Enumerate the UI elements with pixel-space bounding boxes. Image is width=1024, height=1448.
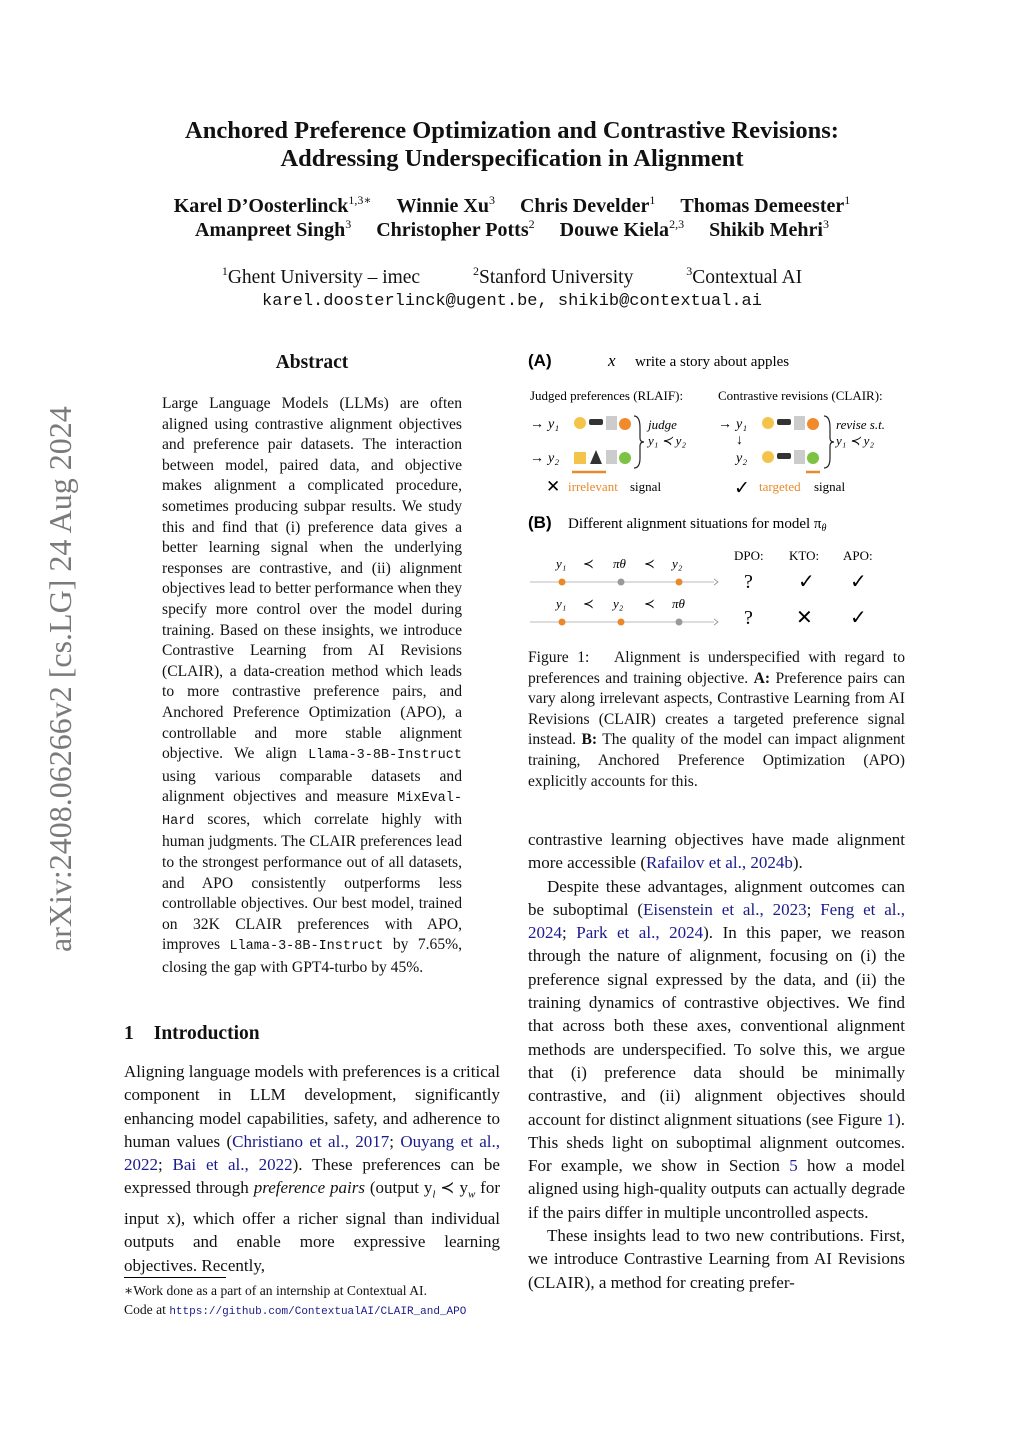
kto-mark: ✕	[796, 607, 813, 629]
y1-label: y₁	[736, 417, 748, 432]
cross-icon: ✕	[546, 477, 561, 496]
point-model	[676, 619, 683, 626]
author: Douwe Kiela$^{2,3}$	[559, 217, 685, 241]
footnote-rule	[124, 1277, 226, 1278]
author: Christopher Potts$^2$	[376, 217, 535, 241]
intro-left-column: Aligning language models with preferences is a critical component in LLM development, significantly enhancing model capabilities, safety, and adherence to human values (Christiano et al., 2017; Ouyang et al., 2022; Bai et al., 2022). These preferences can be expressed through preference pairs (output $y_l$ ≺ $y_w$ for input x), which offer a richer signal than individual outputs and enable more expressive learning objectives. Recently,	[124, 1062, 501, 1275]
arrow-icon: →	[530, 451, 544, 466]
row1-term: ≺	[644, 556, 655, 571]
citation-link[interactable]: Park et al., 2024	[576, 923, 704, 943]
figure-1	[528, 344, 908, 636]
row1-term: y₂	[672, 556, 683, 571]
figure-1-graphic	[528, 344, 908, 636]
affiliation: $^1$Ghent University – imec	[221, 264, 421, 288]
citation-link[interactable]: Rafailov et al., 2024b	[646, 853, 793, 873]
y2-label: y₂	[548, 451, 560, 466]
apo-mark: ✓	[850, 607, 867, 629]
panel-b-label: (B)	[528, 513, 552, 532]
authors-row-1	[120, 194, 904, 218]
author: Thomas Demeester$^1$	[680, 193, 851, 217]
point-y1	[559, 619, 566, 626]
response-icons-y1	[574, 416, 631, 430]
citation-link[interactable]: Christiano et al., 2017	[232, 1131, 390, 1151]
row2-term: πθ	[672, 596, 685, 611]
y2-label: y₂	[736, 451, 748, 466]
row1-term: πθ	[613, 556, 626, 571]
affiliation: $^2$Stanford University	[472, 264, 634, 288]
citation-link[interactable]: Eisenstein et al., 2023	[643, 899, 807, 919]
citation-link[interactable]: Bai et al., 2022	[172, 1155, 293, 1175]
revision-header: Contrastive revisions (CLAIR):	[718, 388, 883, 403]
author-emails[interactable]: karel.doosterlinck@ugent.be, shikib@contextual.ai	[262, 292, 762, 311]
dpo-mark: ?	[744, 571, 753, 593]
affiliation: $^3$Contextual AI	[686, 264, 803, 288]
author: Karel D’Oosterlinck$^{1,3∗}$	[173, 193, 372, 217]
affiliations	[120, 266, 904, 290]
point-y2	[618, 619, 625, 626]
intro-right-column: contrastive learning objectives have made alignment more accessible (Rafailov et al., 2024b). Despite these advantages, alignment outcomes can be suboptimal (Eisenstein et al., 2023; Feng et al., 2024; Park et al., 2024). In this paper, we reason through the nature of alignment, focusing on (i) the preference signal expressed by the data, and (ii) the training dynamics of contrastive objectives. We find that across both these axes, conventional alignment methods are underspecified. To solve this, we argue that (i) preference data should be minimally contrastive, and (ii) alignment objectives should account for distinct alignment situations (see Figure 1). This sheds light on suboptimal alignment outcomes. For example, we show in Section 5 how a model aligned using high-quality outputs can actually degrade if the pairs differ in multiple uncontrolled aspects. These insights lead to two new contributions. First, we introduce Contrastive Learning from AI Revisions (CLAIR), a method for creating prefer-	[528, 830, 905, 1292]
prompt-variable: x	[608, 351, 616, 370]
y1-label: y₁	[548, 417, 560, 432]
authors-row-2	[120, 218, 904, 242]
row1-term: y₁	[556, 556, 567, 571]
citation-link[interactable]: Feng et al., 2024	[528, 899, 905, 943]
targeted-word: targeted	[759, 479, 801, 494]
signal-word: signal	[814, 479, 846, 494]
kto-mark: ✓	[798, 571, 815, 593]
row2-term: ≺	[583, 596, 594, 611]
panel-b-text: Different alignment situations for model $\pi_\theta$	[568, 516, 827, 534]
point-y2	[676, 579, 683, 586]
judged-header: Judged preferences (RLAIF):	[530, 388, 684, 403]
signal-word: signal	[630, 479, 662, 494]
section-heading: 1 Introduction	[124, 1023, 260, 1044]
apo-header: APO:	[843, 548, 873, 563]
pref-relation: y₁ ≺ y₂	[836, 433, 874, 448]
author: Chris Develder$^1$	[519, 193, 656, 217]
judge-label: judge	[648, 417, 677, 432]
figure-caption: Figure 1: Alignment is underspecified with regard to preferences and training objective. A: Preference pairs can vary along irrelevant aspects, Contrastive Learning from AI Revisions (CLAIR) creates a targeted preference signal instead. B: The quality of the model can impact alignment training, Anchored Preference Optimization (APO) explicitly accounts for this.	[528, 649, 906, 790]
point-y1	[559, 579, 566, 586]
abstract-body: Large Language Models (LLMs) are often aligned using contrastive alignment objectives and preference pair datasets. The interaction between model, paired data, and objective makes alignment a complicated procedure, sometimes producing subpar results. We study this and find that (i) preference data gives a better learning signal when the underlying responses are contrastive, and (ii) alignment objectives lead to better performance when they specify more control over the model during training. Based on these insights, we introduce Contrastive Learning from AI Revisions (CLAIR), a data-creation method which leads to more contrastive preference pairs, and Anchored Preference Optimization (APO), a controllable and more stable alignment objective. We align Llama-3-8B-Instruct using various comparable datasets and alignment objectives and measure MixEval-Hard scores, which correlate highly with human judgments. The CLAIR preferences lead to the strongest performance out of all datasets, and APO consistently outperforms less controllable objectives. Our best model, trained on 32K CLAIR preferences with APO, improves Llama-3-8B-Instruct by 7.65%, closing the gap with GPT4-turbo by 45%.	[162, 395, 463, 977]
arxiv-side-label: arXiv:2408.06266v2 [cs.LG] 24 Aug 2024	[42, 406, 78, 952]
arrow-icon: →	[530, 417, 544, 432]
row2-term: y₁	[556, 596, 567, 611]
arrow-icon: →	[718, 417, 732, 432]
revise-label: revise s.t.	[836, 417, 885, 432]
response-icons-y2	[574, 450, 631, 464]
dpo-mark: ?	[744, 607, 753, 629]
abstract-heading: Abstract	[275, 352, 349, 373]
brace-icon	[634, 416, 644, 468]
author: Shikib Mehri$^3$	[709, 217, 829, 241]
pref-relation: y₁ ≺ y₂	[648, 433, 686, 448]
paper-title	[120, 117, 904, 173]
response-icons-y2-revision	[762, 450, 819, 464]
code-url-link[interactable]: https://github.com/ContextualAI/CLAIR_and_APO	[169, 1306, 467, 1318]
row2-term: ≺	[644, 596, 655, 611]
situation-row-2	[530, 596, 867, 629]
author: Amanpreet Singh$^3$	[195, 217, 352, 241]
prompt-text: write a story about apples	[635, 354, 790, 370]
title-line-1: Anchored Preference Optimization and Contrastive Revisions:	[185, 117, 839, 144]
apo-mark: ✓	[850, 571, 867, 593]
section-ref-link[interactable]: 5	[789, 1156, 798, 1176]
footnote: ∗Work done as a part of an internship at Contextual AI. Code at https://github.com/ContextualAI/CLAIR_and_APO	[124, 1283, 467, 1318]
figure-ref-link[interactable]: 1	[886, 1109, 896, 1129]
row1-term: ≺	[583, 556, 594, 571]
author: Winnie Xu$^3$	[396, 193, 495, 217]
brace-icon	[824, 416, 834, 468]
row2-term: y₂	[613, 596, 624, 611]
kto-header: KTO:	[789, 548, 820, 563]
irrelevant-word: irrelevant	[568, 479, 618, 494]
citation-link[interactable]: Ouyang et al., 2022	[124, 1131, 500, 1175]
panel-a-label: (A)	[528, 351, 552, 370]
down-arrow-icon: ↓	[736, 433, 743, 448]
response-icons-y1-revision	[762, 416, 819, 430]
title-line-2: Addressing Underspecification in Alignment	[280, 145, 744, 172]
point-model	[618, 579, 625, 586]
check-icon: ✓	[734, 478, 750, 499]
dpo-header: DPO:	[734, 548, 764, 563]
